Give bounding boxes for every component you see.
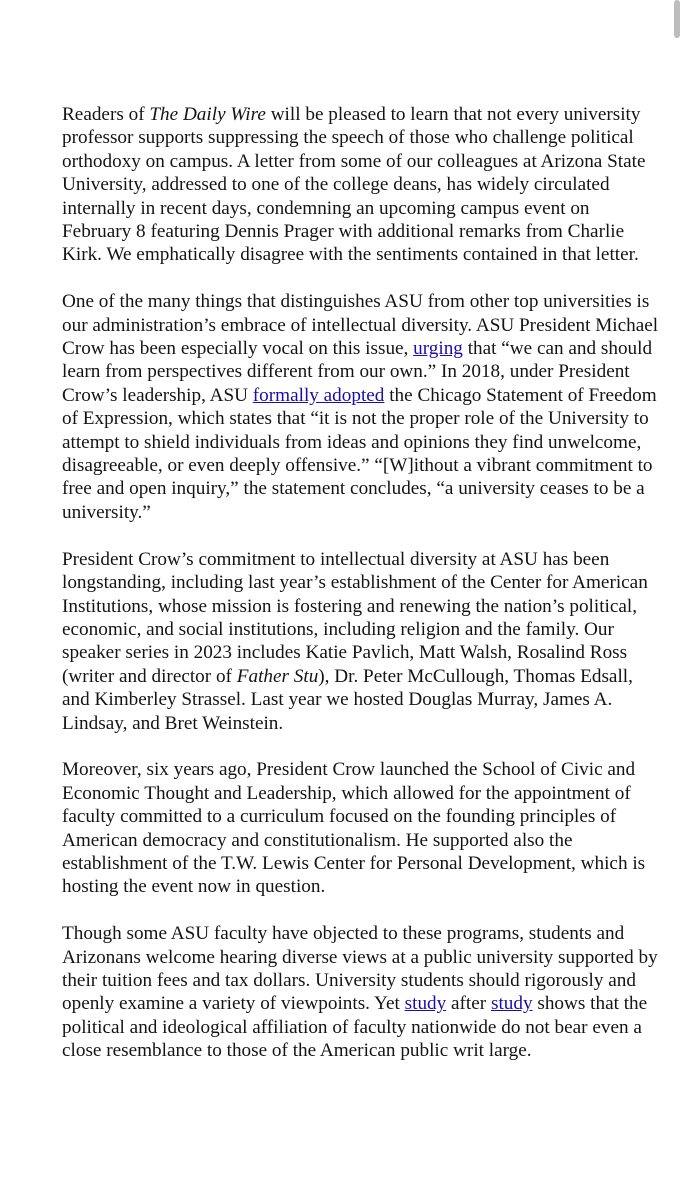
study-link-1[interactable]: study (404, 993, 447, 1015)
study-link-2[interactable]: study (490, 993, 533, 1015)
paragraph-2-text-c: the Chicago Statement of Freedom of Expression, which states that “it is not the proper role of the University to attempt to shield individuals from ideas and opinions they find unwelcome, disagreeable, or even deeply offensive.” “[W]ithout a vibrant commitment to free and open inquiry,” the statement concludes, “a university ceases to be a university.” (62, 384, 657, 523)
urging-link[interactable]: urging (413, 338, 463, 360)
paragraph-2-text-b: that “we can and should learn from perspectives different from our own.” In 2018, under President Crow’s leadership, ASU (62, 338, 653, 406)
paragraph-2 (62, 290, 662, 524)
paragraph-3-text-a: President Crow’s commitment to intellectual diversity at ASU has been longstanding, including last year’s establishment of the Center for American Institutions, whose mission is fostering and renewing the nation’s political, economic, and social institutions, including religion and the family. Our speaker series in 2023 includes Katie Pavlich, Matt Walsh, Rosalind Ross (writer and director of (62, 548, 648, 687)
paragraph-3 (62, 548, 662, 735)
paragraph-5-text-a: Though some ASU faculty have objected to these programs, students and Arizonans welcome hearing diverse views at a public university supported by their tuition fees and tax dollars. University students should rigorously and openly examine a variety of viewpoints. Yet (62, 923, 658, 1015)
film-title: Father Stu (236, 665, 319, 687)
paragraph-1-text-a: Readers of (62, 104, 150, 125)
paragraph-2-text-a: One of the many things that distinguishes ASU from other top universities is our administration’s embrace of intellectual diversity. ASU President Michael Crow has been especially vocal on this issue, (62, 291, 659, 360)
publication-name: The Daily Wire (149, 104, 266, 125)
paragraph-4-text: Moreover, six years ago, President Crow launched the School of Civic and Economic Thought and Leadership, which allowed for the appointment of faculty committed to a curriculum focused on the founding principles of American democracy and constitutionalism. He supported also the establishment of the T.W. Lewis Center for Personal Development, which is hosting the event now in question. (62, 759, 646, 898)
paragraph-1 (62, 103, 662, 267)
formally-adopted-link[interactable]: formally adopted (252, 384, 385, 406)
paragraph-4 (62, 758, 662, 898)
paragraph-5-text-c: shows that the political and ideological affiliation of faculty nationwide do not bear even a close resemblance to those of the American public writ large. (62, 993, 648, 1062)
article-body (62, 103, 662, 1086)
paragraph-1-text-b: will be pleased to learn that not every university professor supports suppressing the speech of those who challenge political orthodoxy on campus. A letter from some of our colleagues at Arizona State University, addressed to one of the college deans, has widely circulated internally in recent days, condemning an upcoming campus event on February 8 featuring Dennis Prager with additional remarks from Charlie Kirk. We emphatically disagree with the sentiments contained in that letter. (62, 104, 646, 266)
paragraph-3-text-b: ), Dr. Peter McCullough, Thomas Edsall, and Kimberley Strassel. Last year we hosted Douglas Murray, James A. Lindsay, and Bret Weinstein. (62, 665, 633, 734)
scrollbar-thumb[interactable] (674, 0, 680, 38)
paragraph-5 (62, 922, 662, 1062)
paragraph-5-text-b: after (446, 993, 491, 1015)
